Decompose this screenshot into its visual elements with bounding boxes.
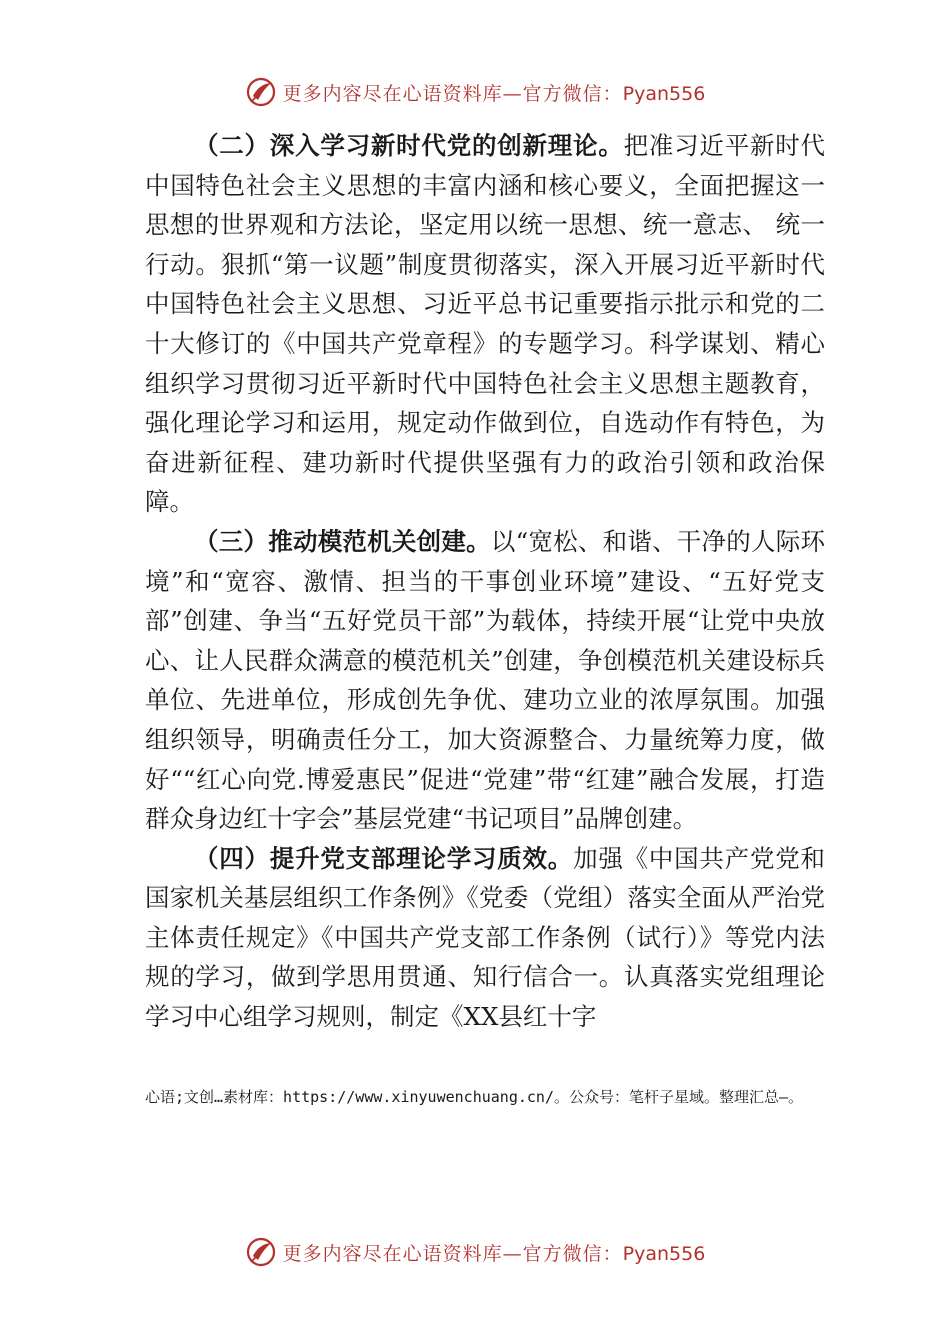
banner-wechat-id: Pyan556 (622, 82, 706, 105)
document-body (145, 126, 825, 1037)
paragraph-heading: （三）推动模范机关创建。 (194, 526, 491, 556)
header-banner (0, 70, 950, 114)
banner-text (283, 79, 706, 106)
paragraph-heading: （二）深入学习新时代党的创新理论。 (194, 131, 624, 160)
footer-note: 心语;文创…素材库：https://www.xinyuwenchuang.cn/。公众号：笔杆子星域。整理汇总—。 (145, 1088, 804, 1106)
paragraph-heading: （四）提升党支部理论学习质效。 (194, 843, 574, 873)
paragraph-text: 把准习近平新时代中国特色社会主义思想的丰富内涵和核心要义，全面把握这一思想的世界观和方法论，坚定用以统一思想、统一意志、 统一行动。狠抓“第一议题”制度贯彻落实，深入开展习近平新时代中国特色社会主义思想、习近平总书记重要指示批示和党的二十大修订的《中国共产党章程》的专题学习。科学谋划、精心组织学习贯彻习近平新时代中国特色社会主义思想主题教育，强化理论学习和运用，规定动作做到位，自选动作有特色，为奋进新征程、建功新时代提供坚强有力的政治引领和政治保障。 (145, 131, 826, 517)
banner-label: 更多内容尽在心语资料库—官方微信： (282, 82, 623, 105)
paragraph-3 (145, 522, 825, 839)
paragraph-2 (145, 126, 825, 522)
banner-text (283, 1239, 706, 1266)
footer-banner (0, 1230, 950, 1274)
banner-wechat-id: Pyan556 (622, 1242, 706, 1265)
banner-label: 更多内容尽在心语资料库—官方微信： (282, 1242, 623, 1265)
logo-icon (245, 76, 277, 108)
logo-icon (245, 1236, 277, 1268)
paragraph-4 (145, 839, 825, 1037)
paragraph-text: 以“宽松、和谐、干净的人际环境”和“宽容、激情、担当的干事创业环境”建设、“五好党支部”创建、争当“五好党员干部”为载体，持续开展“让党中央放心、让人民群众满意的模范机关”创建，争创模范机关建设标兵单位、先进单位，形成创先争优、建功立业的浓厚氛围。加强组织领导，明确责任分工，加大资源整合、力量统筹力度，做好““红心向党.博爱惠民”促进“党建”带“红建”融合发展，打造群众身边红十字会”基层党建“书记项目”品牌创建。 (145, 526, 826, 834)
paragraph-text: 加强《中国共产党党和国家机关基层组织工作条例》《党委（党组）落实全面从严治党主体责任规定》《中国共产党支部工作条例（试行）》等党内法规的学习，做到学思用贯通、知行信合一。认真落实党组理论学习中心组学习规则，制定《XX县红十字 (145, 843, 825, 1032)
